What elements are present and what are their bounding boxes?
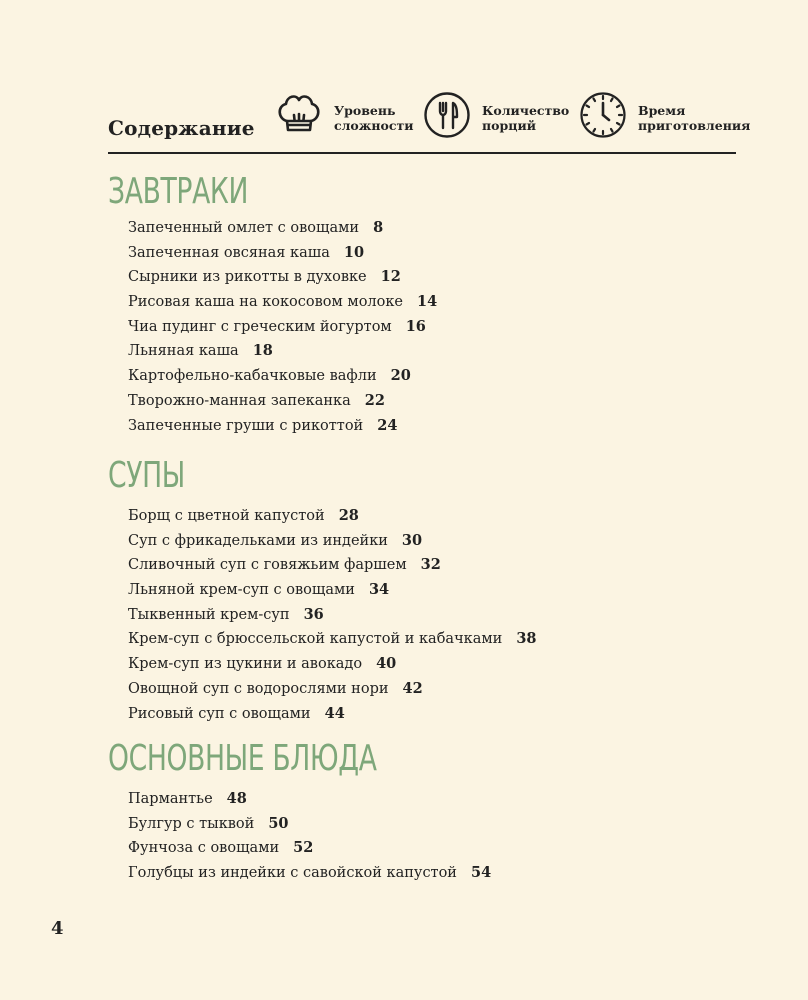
toc-entry[interactable] bbox=[128, 290, 437, 315]
toc-entry[interactable] bbox=[128, 836, 491, 861]
chef-hat-icon bbox=[274, 90, 324, 140]
toc-entry[interactable] bbox=[128, 529, 537, 554]
section-title: СУПЫ bbox=[108, 455, 185, 496]
clock-icon bbox=[578, 90, 628, 140]
toc-entry[interactable] bbox=[128, 578, 537, 603]
entry-name: Чиа пудинг с греческим йогуртом bbox=[128, 318, 392, 335]
toc-entry[interactable] bbox=[128, 339, 437, 364]
entry-page: 34 bbox=[368, 581, 390, 599]
toc-entry[interactable] bbox=[128, 364, 437, 389]
entry-page: 48 bbox=[226, 790, 247, 807]
entry-page: 30 bbox=[401, 531, 423, 549]
entry-page: 8 bbox=[373, 219, 384, 236]
entry-page: 52 bbox=[293, 839, 314, 857]
section-title: ОСНОВНЫЕ БЛЮДА bbox=[108, 738, 377, 779]
entry-page: 38 bbox=[516, 630, 537, 648]
entry-name: Рисовый суп с овощами bbox=[128, 705, 311, 722]
legend-servings-label: Количество порций bbox=[482, 103, 570, 133]
toc-entry[interactable] bbox=[128, 315, 437, 340]
toc-entry[interactable] bbox=[128, 702, 537, 727]
entry-page: 44 bbox=[324, 704, 345, 722]
entry-name: Крем-суп из цукини и авокадо bbox=[128, 656, 363, 673]
entry-page: 22 bbox=[364, 391, 385, 409]
toc-entry[interactable] bbox=[128, 504, 537, 529]
toc-entry[interactable] bbox=[128, 677, 537, 702]
entry-page: 20 bbox=[390, 367, 411, 385]
entries-list bbox=[108, 787, 491, 886]
entry-name: Картофельно-кабачковые вафли bbox=[128, 368, 377, 385]
toc-entry[interactable] bbox=[128, 553, 537, 578]
entry-name: Булгур с тыквой bbox=[128, 815, 255, 832]
entry-page: 50 bbox=[268, 814, 289, 832]
legend-time-label: Время приготовления bbox=[638, 103, 751, 133]
entry-name: Фунчоза с овощами bbox=[128, 840, 280, 857]
entry-page: 10 bbox=[343, 243, 365, 261]
legend-time bbox=[578, 90, 750, 140]
entry-name: Рисовая каша на кокосовом молоке bbox=[128, 294, 404, 311]
toc-entry[interactable] bbox=[128, 861, 491, 886]
entry-page: 14 bbox=[417, 293, 438, 311]
entry-name: Творожно-манная запеканка bbox=[128, 392, 351, 409]
entries-list bbox=[108, 504, 537, 726]
entry-name: Овощной суп с водорослями нори bbox=[128, 680, 389, 697]
entries-list bbox=[108, 216, 437, 438]
entry-name: Запеченный омлет с овощами bbox=[128, 220, 360, 236]
entry-name: Суп с фрикадельками из индейки bbox=[128, 532, 388, 549]
toc-entry[interactable] bbox=[128, 216, 437, 241]
section-main-dishes bbox=[108, 739, 491, 886]
entry-page: 32 bbox=[420, 556, 441, 574]
entry-name: Голубцы из индейки с савойской капустой bbox=[128, 865, 457, 882]
entry-name: Пармантье bbox=[128, 791, 213, 807]
section-breakfasts bbox=[108, 172, 437, 438]
legend-servings bbox=[422, 90, 569, 140]
entry-page: 54 bbox=[470, 864, 492, 882]
section-title: ЗАВТРАКИ bbox=[108, 171, 249, 212]
plate-fork-knife-icon bbox=[422, 90, 472, 140]
entry-page: 16 bbox=[405, 317, 426, 335]
entry-page: 24 bbox=[377, 416, 398, 434]
toc-entry[interactable] bbox=[128, 265, 437, 290]
legend-difficulty bbox=[274, 90, 414, 140]
entry-name: Борщ с цветной капустой bbox=[128, 508, 325, 524]
entry-page: 18 bbox=[252, 342, 273, 360]
entry-page: 12 bbox=[380, 268, 401, 286]
toc-entry[interactable] bbox=[128, 787, 491, 812]
entry-name: Запеченные груши с рикоттой bbox=[128, 417, 364, 434]
entry-name: Льняной крем-суп с овощами bbox=[128, 582, 355, 599]
entry-page: 40 bbox=[376, 655, 397, 673]
entry-name: Крем-суп с брюссельской капустой и кабачками bbox=[128, 631, 503, 648]
entry-page: 42 bbox=[402, 679, 423, 697]
page-title: Содержание bbox=[108, 116, 255, 140]
toc-entry[interactable] bbox=[128, 812, 491, 837]
toc-entry[interactable] bbox=[128, 414, 437, 439]
toc-entry[interactable] bbox=[128, 603, 537, 628]
entry-name: Запеченная овсяная каша bbox=[128, 244, 330, 261]
entry-page: 36 bbox=[303, 605, 324, 623]
contents-header bbox=[108, 88, 751, 154]
toc-entry[interactable] bbox=[128, 652, 537, 677]
entry-name: Льняная каша bbox=[128, 343, 239, 360]
entry-name: Сырники из рикотты в духовке bbox=[128, 269, 367, 286]
section-soups bbox=[108, 456, 537, 726]
toc-entry[interactable] bbox=[128, 389, 437, 414]
page-number: 4 bbox=[51, 918, 64, 939]
entry-page: 28 bbox=[338, 507, 359, 524]
toc-entry[interactable] bbox=[128, 627, 537, 652]
entry-name: Сливочный суп с говяжьим фаршем bbox=[128, 557, 407, 574]
entry-name: Тыквенный крем-суп bbox=[128, 606, 290, 623]
toc-entry[interactable] bbox=[128, 241, 437, 266]
legend-difficulty-label: Уровень сложности bbox=[334, 103, 414, 133]
